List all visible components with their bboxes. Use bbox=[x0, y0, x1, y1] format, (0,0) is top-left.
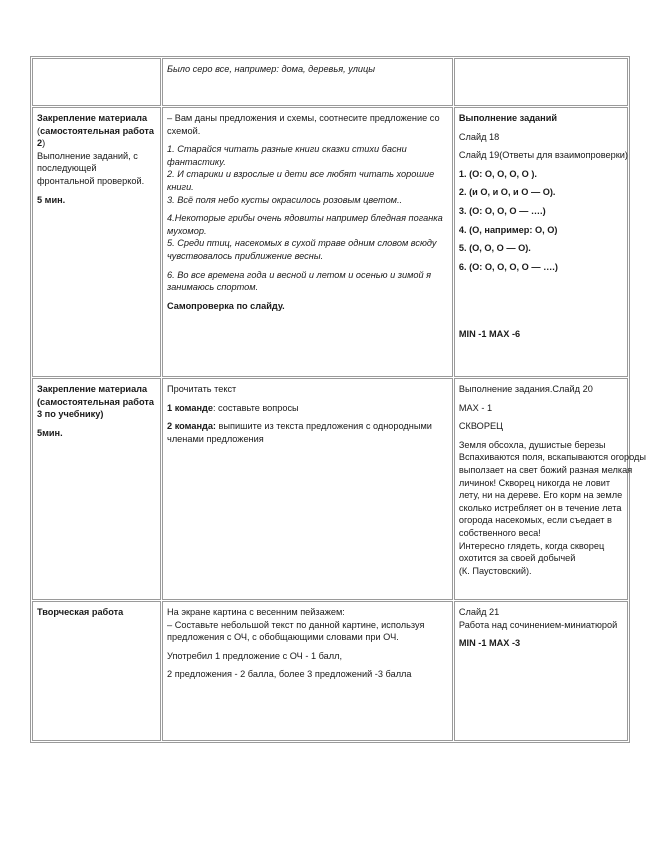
task-line: – Составьте небольшой текст по данной картине, используя предложения с ОЧ, с обобщающими словами при ОЧ. bbox=[167, 619, 425, 643]
row4-result-cell bbox=[454, 601, 628, 741]
stage-title: Закрепление материала bbox=[37, 113, 148, 123]
row1-col1-cell bbox=[32, 58, 161, 106]
task-intro: – Вам даны предложения и схемы, соотнесите предложение со схемой. bbox=[167, 113, 440, 136]
text-line: выползает на свет божий разная мелкая bbox=[458, 464, 633, 475]
text-line: Земля обсохла, душистые березы bbox=[458, 439, 606, 450]
row3-activity-cell bbox=[162, 378, 453, 600]
text-line: огорода насекомых, если съедает в bbox=[458, 515, 612, 526]
row4-stage-cell bbox=[32, 601, 161, 741]
text-title: СКВОРЕЦ bbox=[458, 421, 503, 432]
result-title: Работа над сочинением-миниатюрой bbox=[458, 619, 618, 630]
score-range: MIN -1 MAX -3 bbox=[458, 638, 521, 649]
answer-scheme: 2. (и О, и О, и О — О). bbox=[458, 187, 556, 198]
text-line: собственного веса! bbox=[458, 527, 541, 538]
answer-scheme: 4. (О, например: О, О) bbox=[458, 224, 558, 235]
sentence-item: 2. И старики и взрослые и дети все любят читать хорошие книги. bbox=[167, 169, 435, 192]
stage-time: 5 мин. bbox=[37, 194, 66, 205]
sentence-item: 6. Во все времена года и весной и летом и осенью и зимой я занимаюсь спортом. bbox=[167, 269, 432, 293]
answer-scheme: 5. (О, О, О — О). bbox=[458, 243, 531, 254]
sentence-item: 5. Среди птиц, насекомых в сухой траве одним словом всюду чувствовалось приближение весны. bbox=[167, 238, 437, 261]
text-line: Интересно глядеть, когда скворец bbox=[458, 540, 605, 551]
paren-close: ) bbox=[42, 138, 46, 149]
table-row bbox=[32, 107, 628, 377]
text-line: Вспахиваются поля, вскапываются огороды bbox=[458, 452, 646, 463]
team1-task: : составьте вопросы bbox=[212, 402, 299, 413]
team2-label: 2 команда: bbox=[167, 421, 216, 432]
table-row bbox=[32, 601, 628, 741]
score-range: MIN -1 MAX -6 bbox=[458, 329, 521, 340]
document-page bbox=[30, 56, 646, 762]
scoring-line: 2 предложения - 2 балла, более 3 предложений -3 балла bbox=[167, 669, 412, 680]
slide-label: Слайд 18 bbox=[458, 131, 500, 142]
team1-label: 1 команде bbox=[167, 402, 213, 413]
result-title: Выполнение задания.Слайд 20 bbox=[458, 384, 593, 394]
paren-open: ( bbox=[37, 125, 41, 136]
row2-result-cell bbox=[454, 107, 628, 377]
text-line: сколько истребляет он в течение лета bbox=[458, 502, 622, 513]
text-line: лету, ни на дереве. Его корм на земле bbox=[458, 490, 623, 501]
stage-description: Выполнение заданий, с последующей фронтальной проверкой. bbox=[37, 150, 145, 186]
task-line: Прочитать текст bbox=[167, 384, 237, 394]
text-line: личинок! Скворец никогда не ловит bbox=[458, 477, 611, 488]
text-line: охотится за своей добычей bbox=[458, 553, 576, 564]
row1-example-text: Было серо все, например: дома, деревья, улицы bbox=[167, 64, 375, 74]
row1-col3-cell bbox=[454, 58, 628, 106]
answer-scheme: 1. (О: О, О, О, О ). bbox=[458, 168, 537, 179]
score-max: MAX - 1 bbox=[458, 402, 493, 413]
row1-col2-cell bbox=[162, 58, 453, 106]
sentence-item: 4.Некоторые грибы очень ядовиты например бледная поганка мухомор. bbox=[167, 213, 443, 236]
stage-title: Творческая работа bbox=[37, 607, 124, 617]
self-check-note: Самопроверка по слайду. bbox=[167, 300, 285, 311]
table-row bbox=[32, 378, 628, 600]
slide-label: Слайд 19(Ответы для взаимопроверки) bbox=[458, 150, 628, 161]
lesson-plan-table bbox=[30, 56, 646, 743]
row2-activity-cell bbox=[162, 107, 453, 377]
slide-label: Слайд 21 bbox=[458, 607, 500, 617]
spacer bbox=[459, 279, 623, 328]
row3-stage-cell bbox=[32, 378, 161, 600]
row2-stage-cell bbox=[32, 107, 161, 377]
scoring-line: Употребил 1 предложение с ОЧ - 1 балл, bbox=[167, 650, 343, 661]
answer-scheme: 3. (О: О, О, О — ….) bbox=[458, 205, 546, 216]
answer-scheme: 6. (О: О, О, О, О — ….) bbox=[458, 261, 558, 272]
team2-task: выпишите из текста предложения с однородными членами предложения bbox=[167, 421, 432, 444]
row4-activity-cell bbox=[162, 601, 453, 741]
text-author: (К. Паустовский). bbox=[458, 565, 532, 576]
result-title: Выполнение заданий bbox=[458, 113, 557, 123]
sentence-item: 1. Старайся читать разные книги сказки стихи басни фантастику. bbox=[167, 144, 407, 167]
task-line: На экране картина с весенним пейзажем: bbox=[167, 607, 345, 617]
row3-result-cell bbox=[454, 378, 646, 600]
stage-time: 5мин. bbox=[37, 427, 63, 438]
table-row bbox=[32, 58, 628, 106]
sentence-item: 3. Всё поля небо кусты окрасилось розовым цветом.. bbox=[167, 194, 403, 205]
stage-title: Закрепление материала (самостоятельная работа 3 по учебнику) bbox=[37, 384, 154, 420]
stage-subtitle: самостоятельная работа 2 bbox=[37, 125, 154, 149]
